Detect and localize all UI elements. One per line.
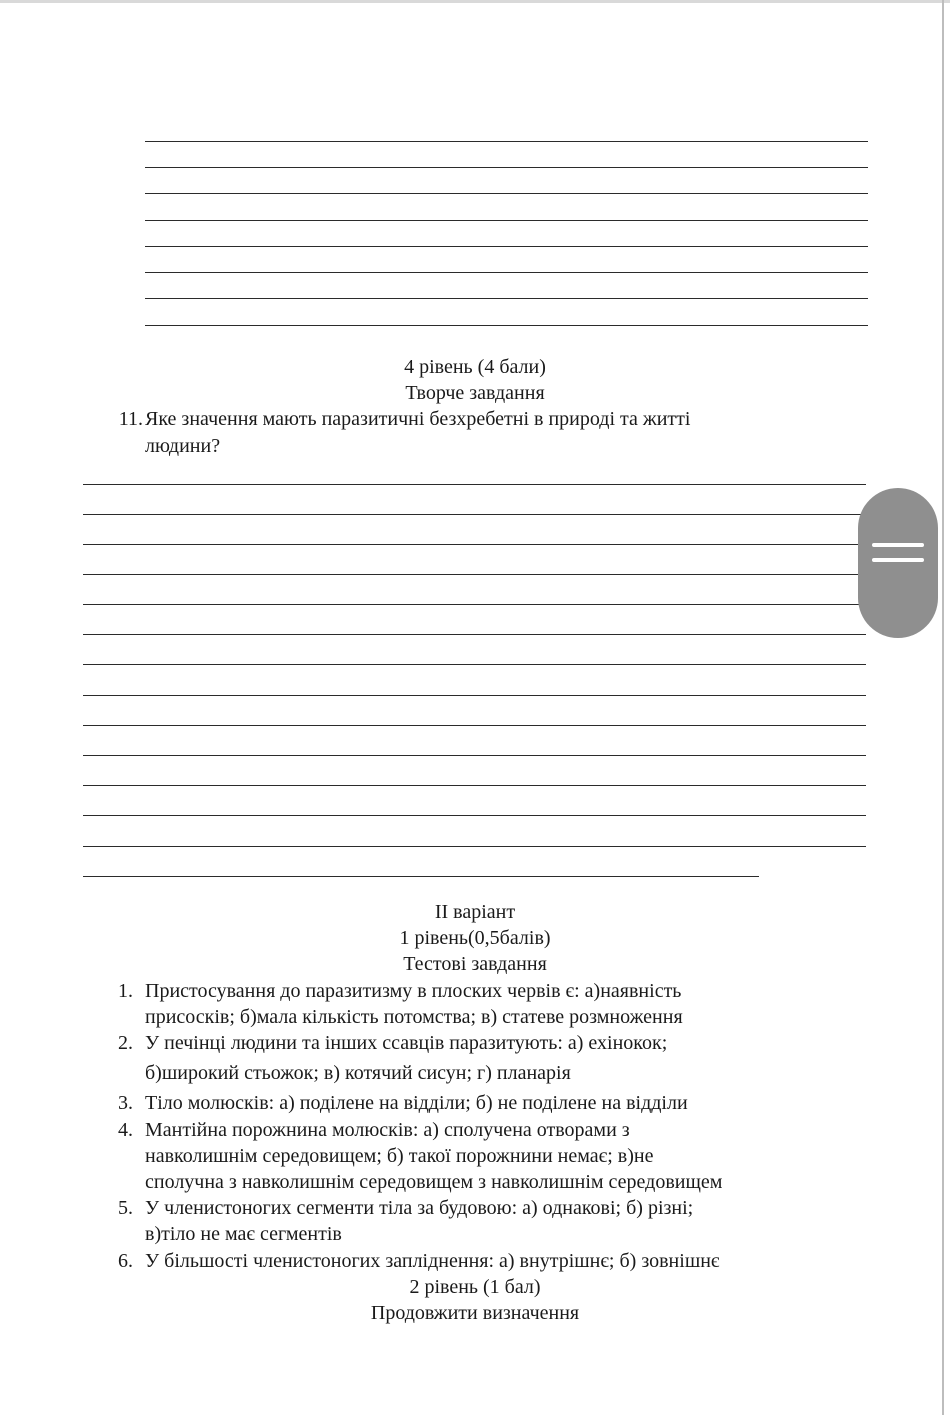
question-3-number: 3. bbox=[118, 1092, 133, 1114]
answer-line bbox=[83, 574, 866, 575]
answer-line bbox=[145, 141, 868, 142]
question-11-line1: Яке значення мають паразитичні безхребетні в природі та житті bbox=[145, 408, 691, 430]
answer-line bbox=[83, 695, 866, 696]
answer-line bbox=[83, 846, 866, 847]
question-5-line2: в)тіло не має сегментів bbox=[145, 1223, 342, 1245]
question-5-line1: У членистоногих сегменти тіла за будовою: а) однакові; б) різні; bbox=[145, 1197, 694, 1219]
answer-line bbox=[83, 876, 759, 877]
answer-line bbox=[145, 220, 868, 221]
question-2-line1: У печінці людини та інших ссавців паразитують: а) ехінокок; bbox=[145, 1032, 668, 1054]
answer-line bbox=[145, 298, 868, 299]
viewer-top-edge bbox=[0, 0, 950, 3]
level2-heading: 2 рівень (1 бал) bbox=[409, 1276, 541, 1298]
variant2-title: ІІ варіант bbox=[434, 901, 516, 923]
answer-line bbox=[83, 725, 866, 726]
level1-heading: 1 рівень(0,5балів) bbox=[399, 927, 551, 949]
question-1-line1: Пристосування до паразитизму в плоских червів є: а)наявність bbox=[145, 980, 682, 1002]
answer-line bbox=[83, 815, 866, 816]
answer-line bbox=[83, 785, 866, 786]
answer-line bbox=[145, 193, 868, 194]
grip-icon bbox=[872, 543, 924, 547]
level4-subheading: Творче завдання bbox=[405, 382, 545, 404]
question-4-number: 4. bbox=[118, 1119, 133, 1141]
answer-line bbox=[83, 634, 866, 635]
level4-heading: 4 рівень (4 бали) bbox=[404, 356, 546, 378]
answer-line bbox=[145, 325, 868, 326]
answer-line bbox=[145, 167, 868, 168]
question-11-number: 11. bbox=[118, 408, 143, 430]
question-5-number: 5. bbox=[118, 1197, 133, 1219]
scroll-handle[interactable] bbox=[858, 488, 938, 638]
answer-line bbox=[145, 272, 868, 273]
answer-line bbox=[83, 514, 866, 515]
question-6-line1: У більшості членистоногих запліднення: а) внутрішнє; б) зовнішнє bbox=[145, 1250, 720, 1272]
answer-line bbox=[83, 604, 866, 605]
answer-line bbox=[83, 484, 866, 485]
answer-line bbox=[83, 755, 866, 756]
question-3-line1: Тіло молюсків: а) поділене на відділи; б) не поділене на відділи bbox=[145, 1092, 688, 1114]
answer-line bbox=[83, 664, 866, 665]
question-4-line1: Мантійна порожнина молюсків: а) сполучена отворами з bbox=[145, 1119, 630, 1141]
question-4-line3: сполучна з навколишнім середовищем з навколишнім середовищем bbox=[145, 1171, 723, 1193]
question-1-number: 1. bbox=[118, 980, 133, 1002]
answer-line bbox=[145, 246, 868, 247]
answer-line bbox=[83, 544, 866, 545]
grip-icon bbox=[872, 558, 924, 562]
level2-subheading: Продовжити визначення bbox=[370, 1302, 580, 1324]
question-1-line2: присосків; б)мала кількість потомства; в) статеве розмноження bbox=[145, 1006, 683, 1028]
question-2-number: 2. bbox=[118, 1032, 133, 1054]
question-2-line2: б)широкий стьожок; в) котячий сисун; г) планарія bbox=[145, 1062, 571, 1084]
page-right-border bbox=[942, 0, 944, 1415]
question-11-line2: людини? bbox=[145, 435, 221, 457]
question-6-number: 6. bbox=[118, 1250, 133, 1272]
level1-subheading: Тестові завдання bbox=[403, 953, 547, 975]
question-4-line2: навколишнім середовищем; б) такої порожнини немає; в)не bbox=[145, 1145, 654, 1167]
